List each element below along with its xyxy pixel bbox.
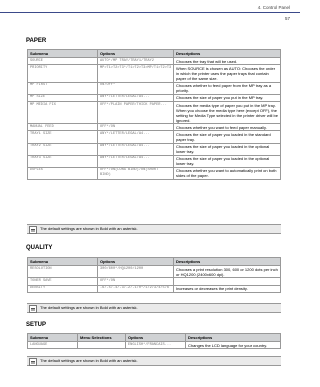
submenu-cell: TRAY1 SIZE	[28, 131, 98, 143]
options-cell: OFF*/ON	[98, 278, 174, 285]
submenu-cell: LANGUAGE	[28, 342, 78, 349]
header-rule	[0, 12, 300, 13]
submenu-cell: MANUAL FEED	[28, 124, 98, 131]
table-row	[28, 167, 281, 179]
description-cell: Chooses a print resolution 300, 600 or 1200 dots per inch or HQ1200 (2400x600 dpi).	[174, 266, 281, 278]
options-cell: AUTO*/MP TRAY/TRAY1/TRAY2	[98, 58, 174, 65]
description-cell: Chooses whether you want to feed paper manually.	[174, 124, 281, 131]
submenu-cell: MP FIRST	[28, 82, 98, 94]
table-row	[28, 278, 281, 285]
submenu-cell: RESOLUTION	[28, 266, 98, 278]
paper-header-row	[28, 50, 281, 58]
table-row	[28, 143, 281, 155]
description-cell: Changes the LCD language for your country.	[186, 342, 281, 349]
description-cell: Chooses the size of paper you put in the MP tray.	[174, 94, 281, 101]
options-cell: ON/OFF*	[98, 82, 174, 94]
options-cell: ENGLISH*/FRANCAIS...	[126, 342, 186, 349]
description-cell: Chooses the media type of paper you put in the MP tray. When you choose the media type here (except OFF), the setting for Media Type selected in the printer driver will be ignored.	[174, 101, 281, 123]
options-cell: ANY*/LETTER/LEGAL/A4...	[98, 143, 174, 155]
description-cell: Chooses whether to feed paper from the MP tray as a priority.	[174, 82, 281, 94]
note-text: The default settings are shown in Bold with an asterisk.	[40, 226, 138, 231]
description-cell: Chooses the size of paper you loaded in the optional lower tray.	[174, 143, 281, 155]
paper-heading: PAPER	[26, 38, 47, 44]
options-cell: OFF*/ON	[98, 124, 174, 131]
menu-selection-cell	[78, 342, 126, 349]
table-row	[28, 285, 281, 292]
note-icon	[29, 358, 37, 366]
col-submenu: Submenu	[28, 334, 78, 342]
submenu-cell: DENSITY	[28, 285, 98, 292]
table-row	[28, 82, 281, 94]
running-header: 4. Control Panel	[257, 5, 290, 10]
submenu-cell: MP SIZE	[28, 94, 98, 101]
submenu-cell: SOURCE	[28, 58, 98, 65]
description-cell: When SOURCE is chosen as AUTO: Chooses the order in which the printer uses the paper trays that contain paper of the same size.	[174, 65, 281, 82]
options-cell: OFF*/ON(LONG BIND)/ON(SHORT BIND)	[98, 167, 174, 179]
quality-note	[27, 303, 281, 313]
options-cell: -6/-5/-4/-3/-2/-1/0*/1/2/3/4/5/6	[98, 285, 174, 292]
quality-header-row	[28, 258, 281, 266]
description-cell: Chooses the size of paper you loaded in the optional lower tray.	[174, 155, 281, 167]
table-row	[28, 65, 281, 82]
note-text: The default settings are shown in Bold with an asterisk.	[40, 358, 138, 363]
table-row	[28, 155, 281, 167]
col-options: Options	[98, 50, 174, 58]
col-options: Options	[126, 334, 186, 342]
col-descriptions: Descriptions	[174, 50, 281, 58]
setup-heading: SETUP	[26, 322, 47, 328]
paper-note	[27, 224, 281, 234]
table-row	[28, 131, 281, 143]
description-cell: Chooses the size of paper you loaded in the standard paper tray.	[174, 131, 281, 143]
col-submenu: Submenu	[28, 50, 98, 58]
submenu-cell: TONER SAVE	[28, 278, 98, 285]
table-row	[28, 342, 281, 349]
note-text: The default settings are shown in Bold with an asterisk.	[40, 305, 138, 310]
submenu-cell: TRAY3 SIZE	[28, 155, 98, 167]
options-cell: ANY*/LETTER/LEGAL/A4...	[98, 155, 174, 167]
quality-heading: QUALITY	[26, 245, 53, 251]
options-cell: ANY*/LETTER/LEGAL/A4...	[98, 94, 174, 101]
submenu-cell: DUPLEX	[28, 167, 98, 179]
col-descriptions: Descriptions	[186, 334, 281, 342]
table-row	[28, 101, 281, 123]
submenu-cell: MP MEDIA FIX	[28, 101, 98, 123]
paper-table	[27, 49, 281, 180]
table-row	[28, 94, 281, 101]
setup-note	[27, 356, 281, 366]
submenu-cell: TRAY2 SIZE	[28, 143, 98, 155]
table-row	[28, 58, 281, 65]
setup-header-row	[28, 334, 281, 342]
description-cell: Chooses whether you want to automatically print on both sides of the paper.	[174, 167, 281, 179]
table-row	[28, 266, 281, 278]
col-descriptions: Descriptions	[174, 258, 281, 266]
page-number: 57	[284, 16, 290, 21]
options-cell: ANY*/LETTER/LEGAL/A4...	[98, 131, 174, 143]
col-submenu: Submenu	[28, 258, 98, 266]
setup-table	[27, 333, 281, 349]
note-icon	[29, 305, 37, 313]
col-menu-selections: Menu Selections	[78, 334, 126, 342]
submenu-cell: PRIORITY	[28, 65, 98, 82]
description-cell	[174, 278, 281, 285]
description-cell: Increases or decreases the print density.	[174, 285, 281, 292]
options-cell: MP>T1>T2>T3*/T1>T2>T3>MP/T1>T2>T3	[98, 65, 174, 82]
note-icon	[29, 226, 37, 234]
options-cell: OFF*/PLAIN PAPER/THICK PAPER...	[98, 101, 174, 123]
quality-table	[27, 257, 281, 293]
table-row	[28, 124, 281, 131]
col-options: Options	[98, 258, 174, 266]
options-cell: 300/600*/HQ1200/1200	[98, 266, 174, 278]
description-cell: Chooses the tray that will be used.	[174, 58, 281, 65]
